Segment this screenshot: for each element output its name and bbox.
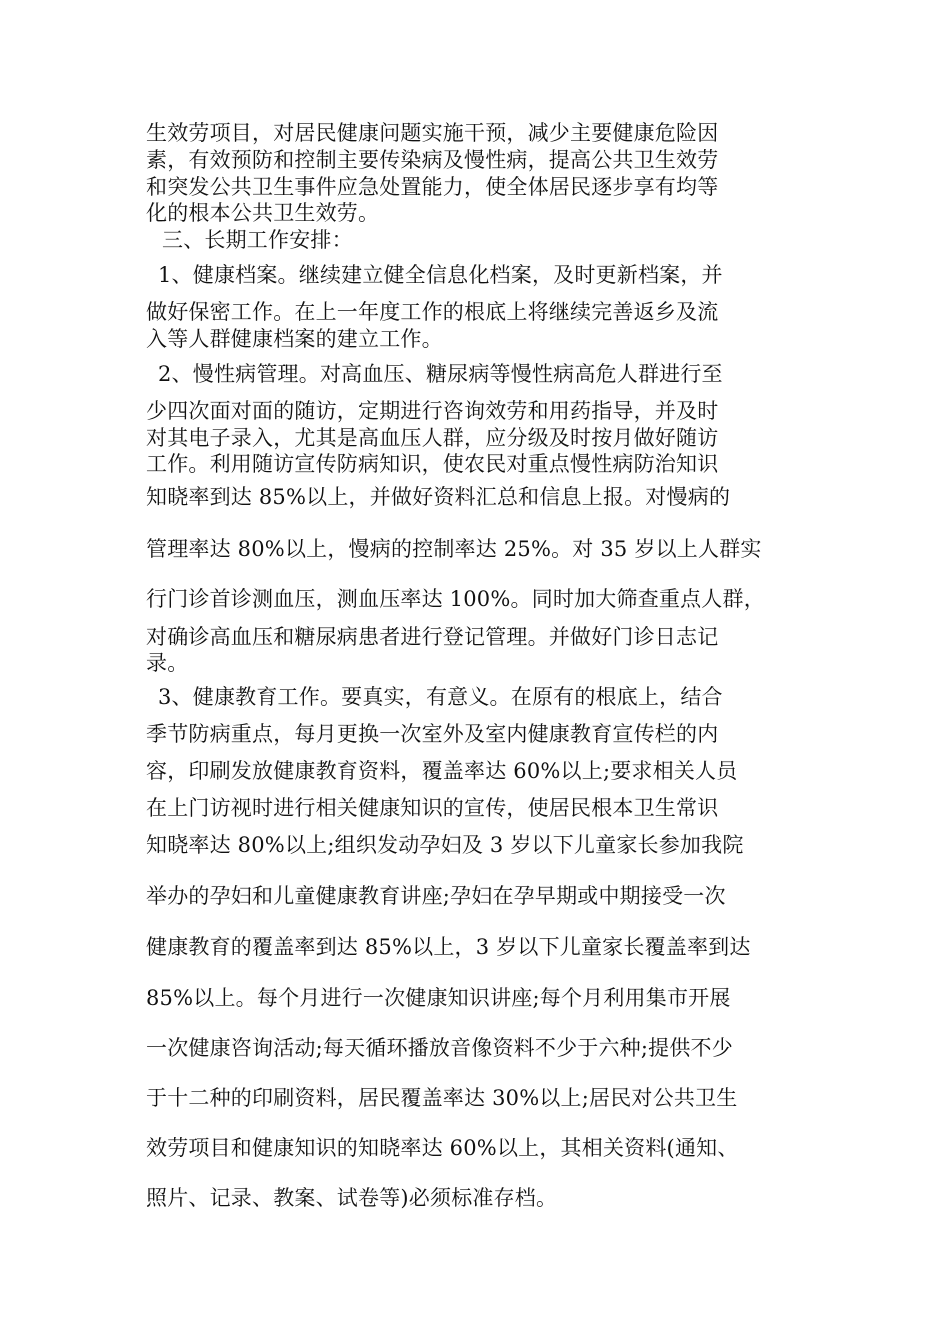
text-line: 3、健康教育工作。要真实，有意义。在原有的根底上，结合 bbox=[158, 685, 723, 709]
text-line: 季节防病重点，每月更换一次室外及室内健康教育宣传栏的内 bbox=[146, 722, 719, 746]
text-line: 1、健康档案。继续建立健全信息化档案，及时更新档案，并 bbox=[158, 263, 723, 287]
text-line: 知晓率到达 85%以上，并做好资料汇总和信息上报。对慢病的 bbox=[146, 485, 731, 509]
text-line: 85%以上。每个月进行一次健康知识讲座;每个月利用集市开展 bbox=[146, 986, 731, 1010]
text-line: 举办的孕妇和儿童健康教育讲座;孕妇在孕早期或中期接受一次 bbox=[146, 884, 726, 908]
text-line: 对其电子录入，尤其是高血压人群，应分级及时按月做好随访 bbox=[146, 426, 719, 450]
text-line: 行门诊首诊测血压，测血压率达 100%。同时加大筛查重点人群， bbox=[146, 587, 765, 611]
section-heading: 三、长期工作安排： bbox=[162, 228, 353, 252]
text-line: 工作。利用随访宣传防病知识，使农民对重点慢性病防治知识 bbox=[146, 452, 719, 476]
text-line: 化的根本公共卫生效劳。 bbox=[146, 201, 380, 225]
text-line: 效劳项目和健康知识的知晓率达 60%以上，其相关资料(通知、 bbox=[146, 1136, 739, 1160]
text-line: 和突发公共卫生事件应急处置能力，使全体居民逐步享有均等 bbox=[146, 175, 719, 199]
text-line: 于十二种的印刷资料，居民覆盖率达 30%以上;居民对公共卫生 bbox=[146, 1086, 738, 1110]
text-line: 一次健康咨询活动;每天循环播放音像资料不少于六种;提供不少 bbox=[146, 1036, 733, 1060]
text-line: 入等人群健康档案的建立工作。 bbox=[146, 327, 443, 351]
text-line: 对确诊高血压和糖尿病患者进行登记管理。并做好门诊日志记 bbox=[146, 625, 719, 649]
text-line: 在上门访视时进行相关健康知识的宣传，使居民根本卫生常识 bbox=[146, 796, 719, 820]
text-line: 管理率达 80%以上，慢病的控制率达 25%。对 35 岁以上人群实 bbox=[146, 537, 762, 561]
text-line: 健康教育的覆盖率到达 85%以上，3 岁以下儿童家长覆盖率到达 bbox=[146, 935, 751, 959]
text-line: 知晓率达 80%以上;组织发动孕妇及 3 岁以下儿童家长参加我院 bbox=[146, 833, 744, 857]
text-line: 容，印刷发放健康教育资料，覆盖率达 60%以上;要求相关人员 bbox=[146, 759, 738, 783]
text-line: 生效劳项目，对居民健康问题实施干预，减少主要健康危险因 bbox=[146, 121, 719, 145]
text-line: 素，有效预防和控制主要传染病及慢性病，提高公共卫生效劳 bbox=[146, 148, 719, 172]
text-line: 少四次面对面的随访，定期进行咨询效劳和用药指导，并及时 bbox=[146, 399, 719, 423]
text-line: 照片、记录、教案、试卷等)必须标准存档。 bbox=[146, 1186, 558, 1210]
text-line: 做好保密工作。在上一年度工作的根底上将继续完善返乡及流 bbox=[146, 300, 719, 324]
text-line: 录。 bbox=[146, 651, 189, 675]
text-line: 2、慢性病管理。对高血压、糖尿病等慢性病高危人群进行至 bbox=[158, 362, 723, 386]
